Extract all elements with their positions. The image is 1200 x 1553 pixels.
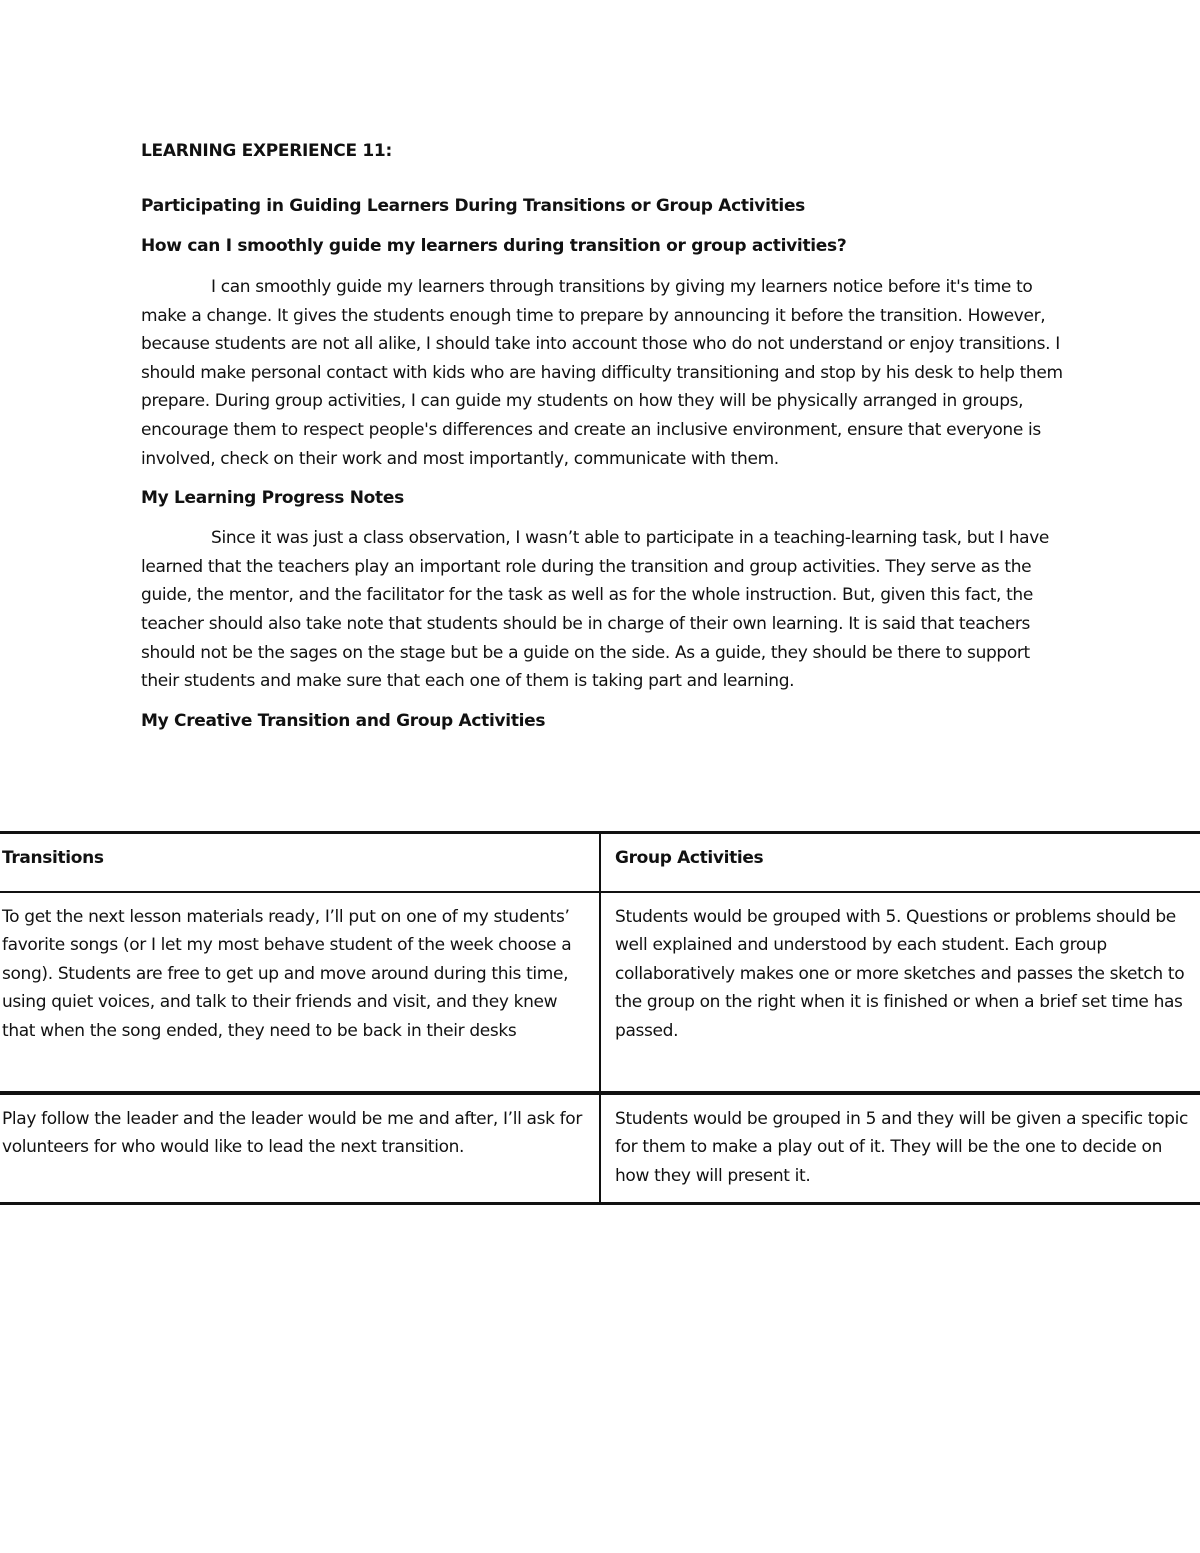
creative-activities-heading: My Creative Transition and Group Activities (141, 710, 546, 731)
answer-paragraph: I can smoothly guide my learners through transitions by giving my learners notice before it's time to make a change. It gives the students enough time to prepare by announcing it before the transition. However, because students are not all alike, I should take into account those who do not understand or enjoy transitions. I should make personal contact with kids who are having difficulty transitioning and stop by his desk to help them prepare. During group activities, I can guide my students on how they will be physically arranged in groups, encourage them to respect people's differences and create an inclusive environment, ensure that everyone is involved, check on their work and most importantly, communicate with them. (141, 277, 1063, 469)
progress-notes-paragraph: Since it was just a class observation, I wasn’t able to participate in a teaching-learning task, but I have learned that the teachers play an important role during the transition and group activities. They serve as the guide, the mentor, and the facilitator for the task as well as for the whole instruction. But, given this fact, the teacher should also take note that students should be in charge of their own learning. It is said that teachers should not be the sages on the stage but be a guide on the side. As a guide, they should be there to support their students and make sure that each one of them is taking part and learning. (141, 528, 1050, 692)
section-subtitle: Participating in Guiding Learners During Transitions or Group Activities (141, 196, 805, 216)
page-title: LEARNING EXPERIENCE 11: (141, 141, 392, 161)
group-activity-cell: Students would be grouped with 5. Questions or problems should be well explained and understood by each student. Each group collaboratively makes one or more sketches and passes the sketch to the group on the right when it is finished or when a brief set time has passed. (600, 892, 1200, 1093)
transition-cell: To get the next lesson materials ready, I’ll put on one of my students’ favorite songs (or I let my most behave student of the week choose a song). Students are free to get up and move around during this time, using quiet voices, and talk to their friends and visit, and they knew that when the song ended, they need to be back in their desks (0, 892, 600, 1093)
activities-table (0, 831, 1200, 1205)
progress-notes-heading: My Learning Progress Notes (141, 488, 404, 509)
document-body (141, 141, 1071, 731)
transition-cell: Play follow the leader and the leader would be me and after, I’ll ask for volunteers for who would like to lead the next transition. (0, 1093, 600, 1204)
group-activity-cell: Students would be grouped in 5 and they will be given a specific topic for them to make a play out of it. They will be the one to decide on how they will present it. (600, 1093, 1200, 1204)
guiding-question: How can I smoothly guide my learners during transition or group activities? (141, 236, 847, 256)
table-header-row (0, 833, 1200, 893)
header-group-activities: Group Activities (600, 833, 1200, 893)
header-transitions: Transitions (0, 833, 600, 893)
table-row (0, 1093, 1200, 1204)
table-row (0, 892, 1200, 1093)
